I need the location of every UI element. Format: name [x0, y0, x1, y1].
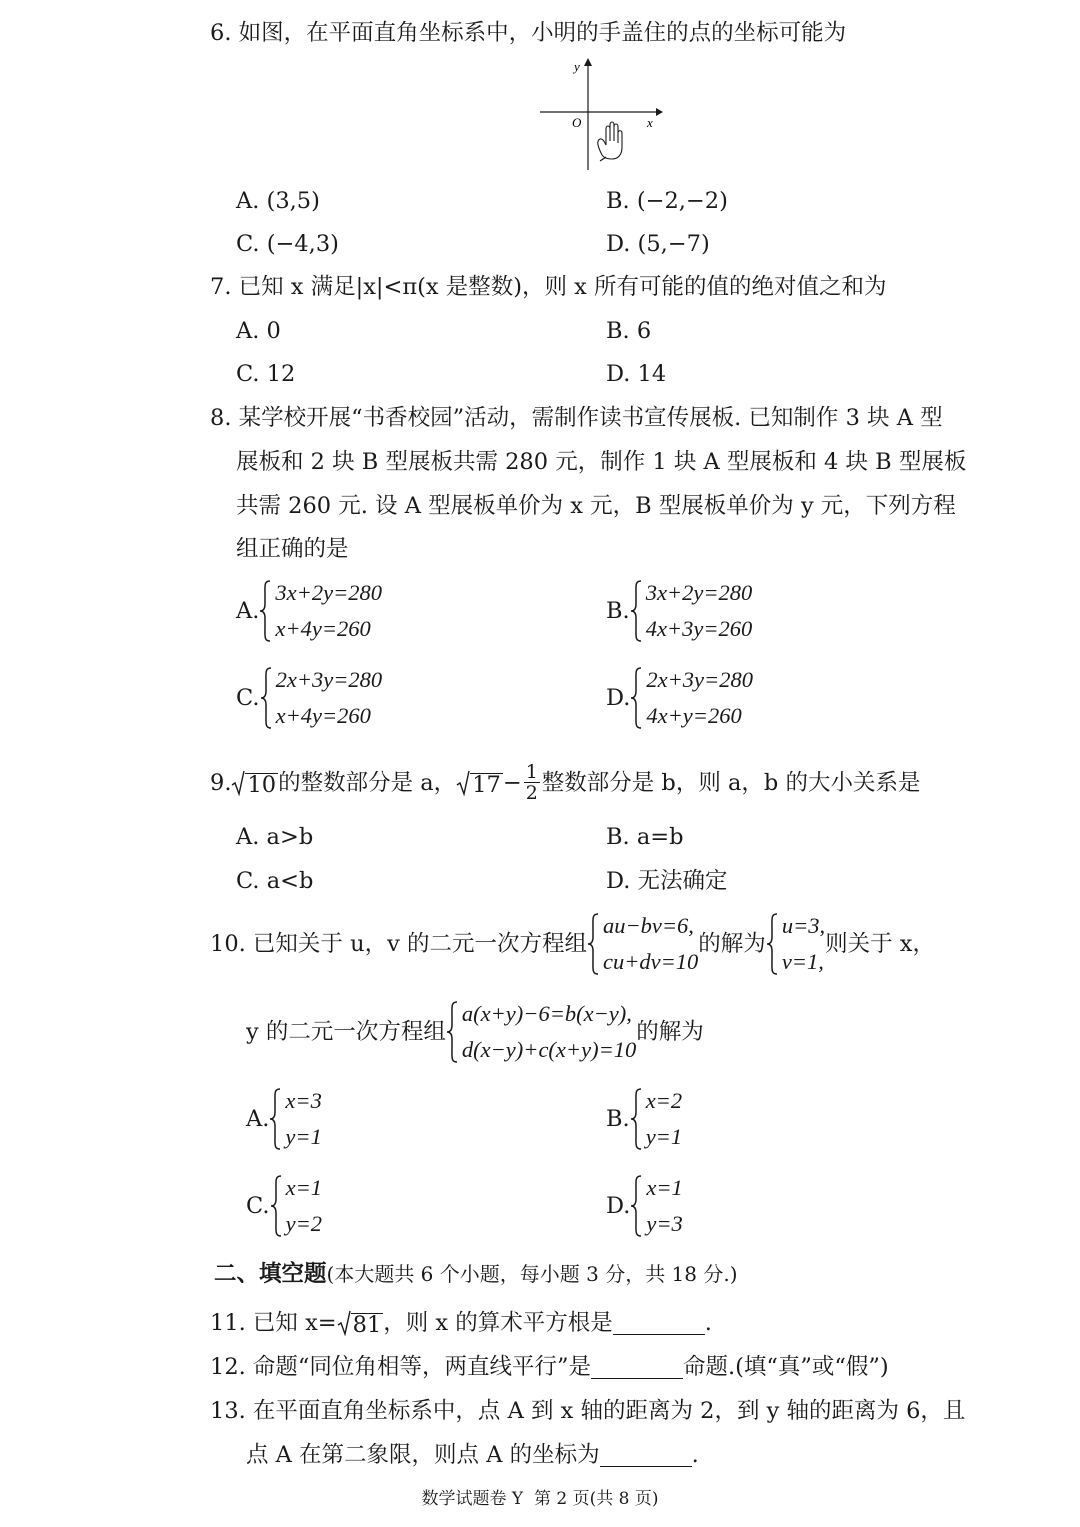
q10-option-a[interactable]: [246, 1088, 322, 1150]
q7-stem: 7. 已知 x 满足|x|<π(x 是整数)，则 x 所有可能的值的绝对值之和为: [210, 274, 887, 300]
q7-option-d[interactable]: D. 14: [606, 361, 667, 387]
answer-blank[interactable]: [591, 1356, 683, 1379]
q10-text-post: 则关于 x，: [825, 931, 935, 957]
q10-option-b[interactable]: [606, 1088, 682, 1150]
equation: y=3: [646, 1211, 683, 1236]
q13-stem-line2: [246, 1440, 699, 1470]
q9-option-b[interactable]: B. a=b: [606, 824, 684, 850]
sqrt-10: 10: [231, 770, 278, 796]
q10-stem-line1: [210, 913, 935, 975]
minus-sign: −: [502, 769, 522, 796]
equation: x=1: [285, 1175, 322, 1200]
option-label: C.: [236, 685, 260, 711]
q11-stem: [210, 1308, 712, 1338]
q6-option-d[interactable]: D. (5,−7): [606, 231, 710, 257]
q8-stem-line1: 8. 某学校开展“书香校园”活动，需制作读书宣传展板. 已知制作 3 块 A 型: [210, 405, 943, 431]
option-label: A.: [236, 598, 260, 624]
option-label: D.: [606, 685, 631, 711]
answer-blank[interactable]: [613, 1312, 705, 1335]
q13-stem-line1: 13. 在平面直角坐标系中，点 A 到 x 轴的距离为 2，到 y 轴的距离为 6，且: [210, 1398, 966, 1424]
q10-text-pre: 10. 已知关于 u，v 的二元一次方程组: [210, 931, 587, 957]
q6-option-c[interactable]: C. (−4,3): [236, 231, 339, 257]
q8-stem-line3: 共需 260 元. 设 A 型展板单价为 x 元，B 型展板单价为 y 元，下列方程: [236, 493, 956, 519]
equation: 2x+3y=280: [275, 667, 383, 692]
equation: x=1: [646, 1175, 683, 1200]
q11-text-post: ，则 x 的算术平方根是: [383, 1310, 613, 1336]
equation: x+4y=260: [275, 703, 371, 728]
question-number: 9.: [210, 769, 232, 796]
equation: x=3: [285, 1088, 322, 1113]
fig-y-label: y: [574, 59, 580, 74]
hand-icon: [598, 122, 622, 161]
equation: 3x+2y=280: [645, 580, 753, 605]
q10-text-pre2: y 的二元一次方程组: [246, 1019, 446, 1045]
equation: v=1,: [781, 949, 824, 974]
equation: x=2: [645, 1088, 683, 1113]
sqrt-81: 81: [337, 1310, 384, 1336]
q11-text-pre: 11. 已知 x=: [210, 1310, 337, 1336]
q7-option-b[interactable]: B. 6: [606, 318, 652, 344]
answer-blank[interactable]: [600, 1444, 692, 1467]
option-label: A.: [246, 1106, 270, 1132]
q10-option-d[interactable]: [606, 1175, 683, 1237]
q9-text-1: 的整数部分是 a，: [278, 769, 457, 796]
q9-text-2: 整数部分是 b，则 a，b 的大小关系是: [541, 769, 921, 796]
option-label: D.: [606, 1193, 631, 1219]
equation: y=1: [645, 1124, 683, 1149]
q10-stem-line2: [246, 1001, 704, 1063]
equation: 4x+y=260: [646, 703, 742, 728]
equation: d(x−y)+c(x+y)=10: [461, 1037, 637, 1062]
q8-option-c[interactable]: [236, 667, 382, 729]
equation: y=2: [285, 1211, 322, 1236]
q12-stem: [210, 1352, 889, 1382]
option-label: B.: [606, 598, 630, 624]
fig-x-label: x: [647, 115, 653, 130]
q9-option-d[interactable]: D. 无法确定: [606, 868, 728, 894]
q6-stem: 6. 如图，在平面直角坐标系中，小明的手盖住的点的坐标可能为: [210, 20, 847, 46]
q12-text-pre: 12. 命题“同位角相等，两直线平行”是: [210, 1354, 591, 1380]
equation: u=3,: [781, 913, 826, 938]
option-label: B.: [606, 1106, 630, 1132]
fraction-half: $\frac{1}{2}$: [525, 761, 538, 804]
equation: a(x+y)−6=b(x−y),: [461, 1001, 632, 1026]
equation: 3x+2y=280: [275, 580, 382, 605]
page-footer: 数学试题卷 Y 第 2 页(共 8 页): [421, 1489, 659, 1509]
q8-option-a[interactable]: [236, 580, 382, 642]
q10-text-mid: 的解为: [698, 931, 766, 957]
q13-text: 点 A 在第二象限，则点 A 的坐标为: [246, 1442, 600, 1468]
equation: cu+dv=10: [602, 949, 699, 974]
q10-option-c[interactable]: [246, 1175, 322, 1237]
q7-option-a[interactable]: A. 0: [236, 318, 281, 344]
period: .: [704, 1310, 712, 1336]
fig-origin-label: O: [572, 115, 582, 130]
sqrt-17: 17: [456, 770, 503, 796]
q10-text-post2: 的解为: [636, 1019, 704, 1045]
section-2-heading: [214, 1259, 738, 1289]
equation: x+4y=260: [275, 616, 371, 641]
q9-option-c[interactable]: C. a<b: [236, 868, 314, 894]
q6-option-a[interactable]: A. (3,5): [236, 188, 320, 214]
equation: y=1: [285, 1124, 322, 1149]
q7-option-c[interactable]: C. 12: [236, 361, 296, 387]
period: .: [691, 1442, 699, 1468]
q9-option-a[interactable]: A. a>b: [236, 824, 314, 850]
q9-stem: [210, 762, 920, 803]
q6-option-b[interactable]: B. (−2,−2): [606, 188, 728, 214]
coordinate-figure: [530, 55, 670, 175]
section-note: (本大题共 6 个小题，每小题 3 分，共 18 分.): [326, 1262, 738, 1286]
equation: au−bv=6,: [602, 913, 694, 938]
q12-text-post: 命题.(填“真”或“假”): [682, 1354, 889, 1380]
q8-stem-line2: 展板和 2 块 B 型展板共需 280 元，制作 1 块 A 型展板和 4 块 B 型展板: [236, 449, 967, 475]
equation: 4x+3y=260: [645, 616, 753, 641]
q8-option-d[interactable]: [606, 667, 753, 729]
option-label: C.: [246, 1193, 270, 1219]
q8-option-b[interactable]: [606, 580, 752, 642]
q8-stem-line4: 组正确的是: [236, 536, 349, 562]
section-title: 二、填空题: [214, 1261, 327, 1287]
equation: 2x+3y=280: [646, 667, 753, 692]
